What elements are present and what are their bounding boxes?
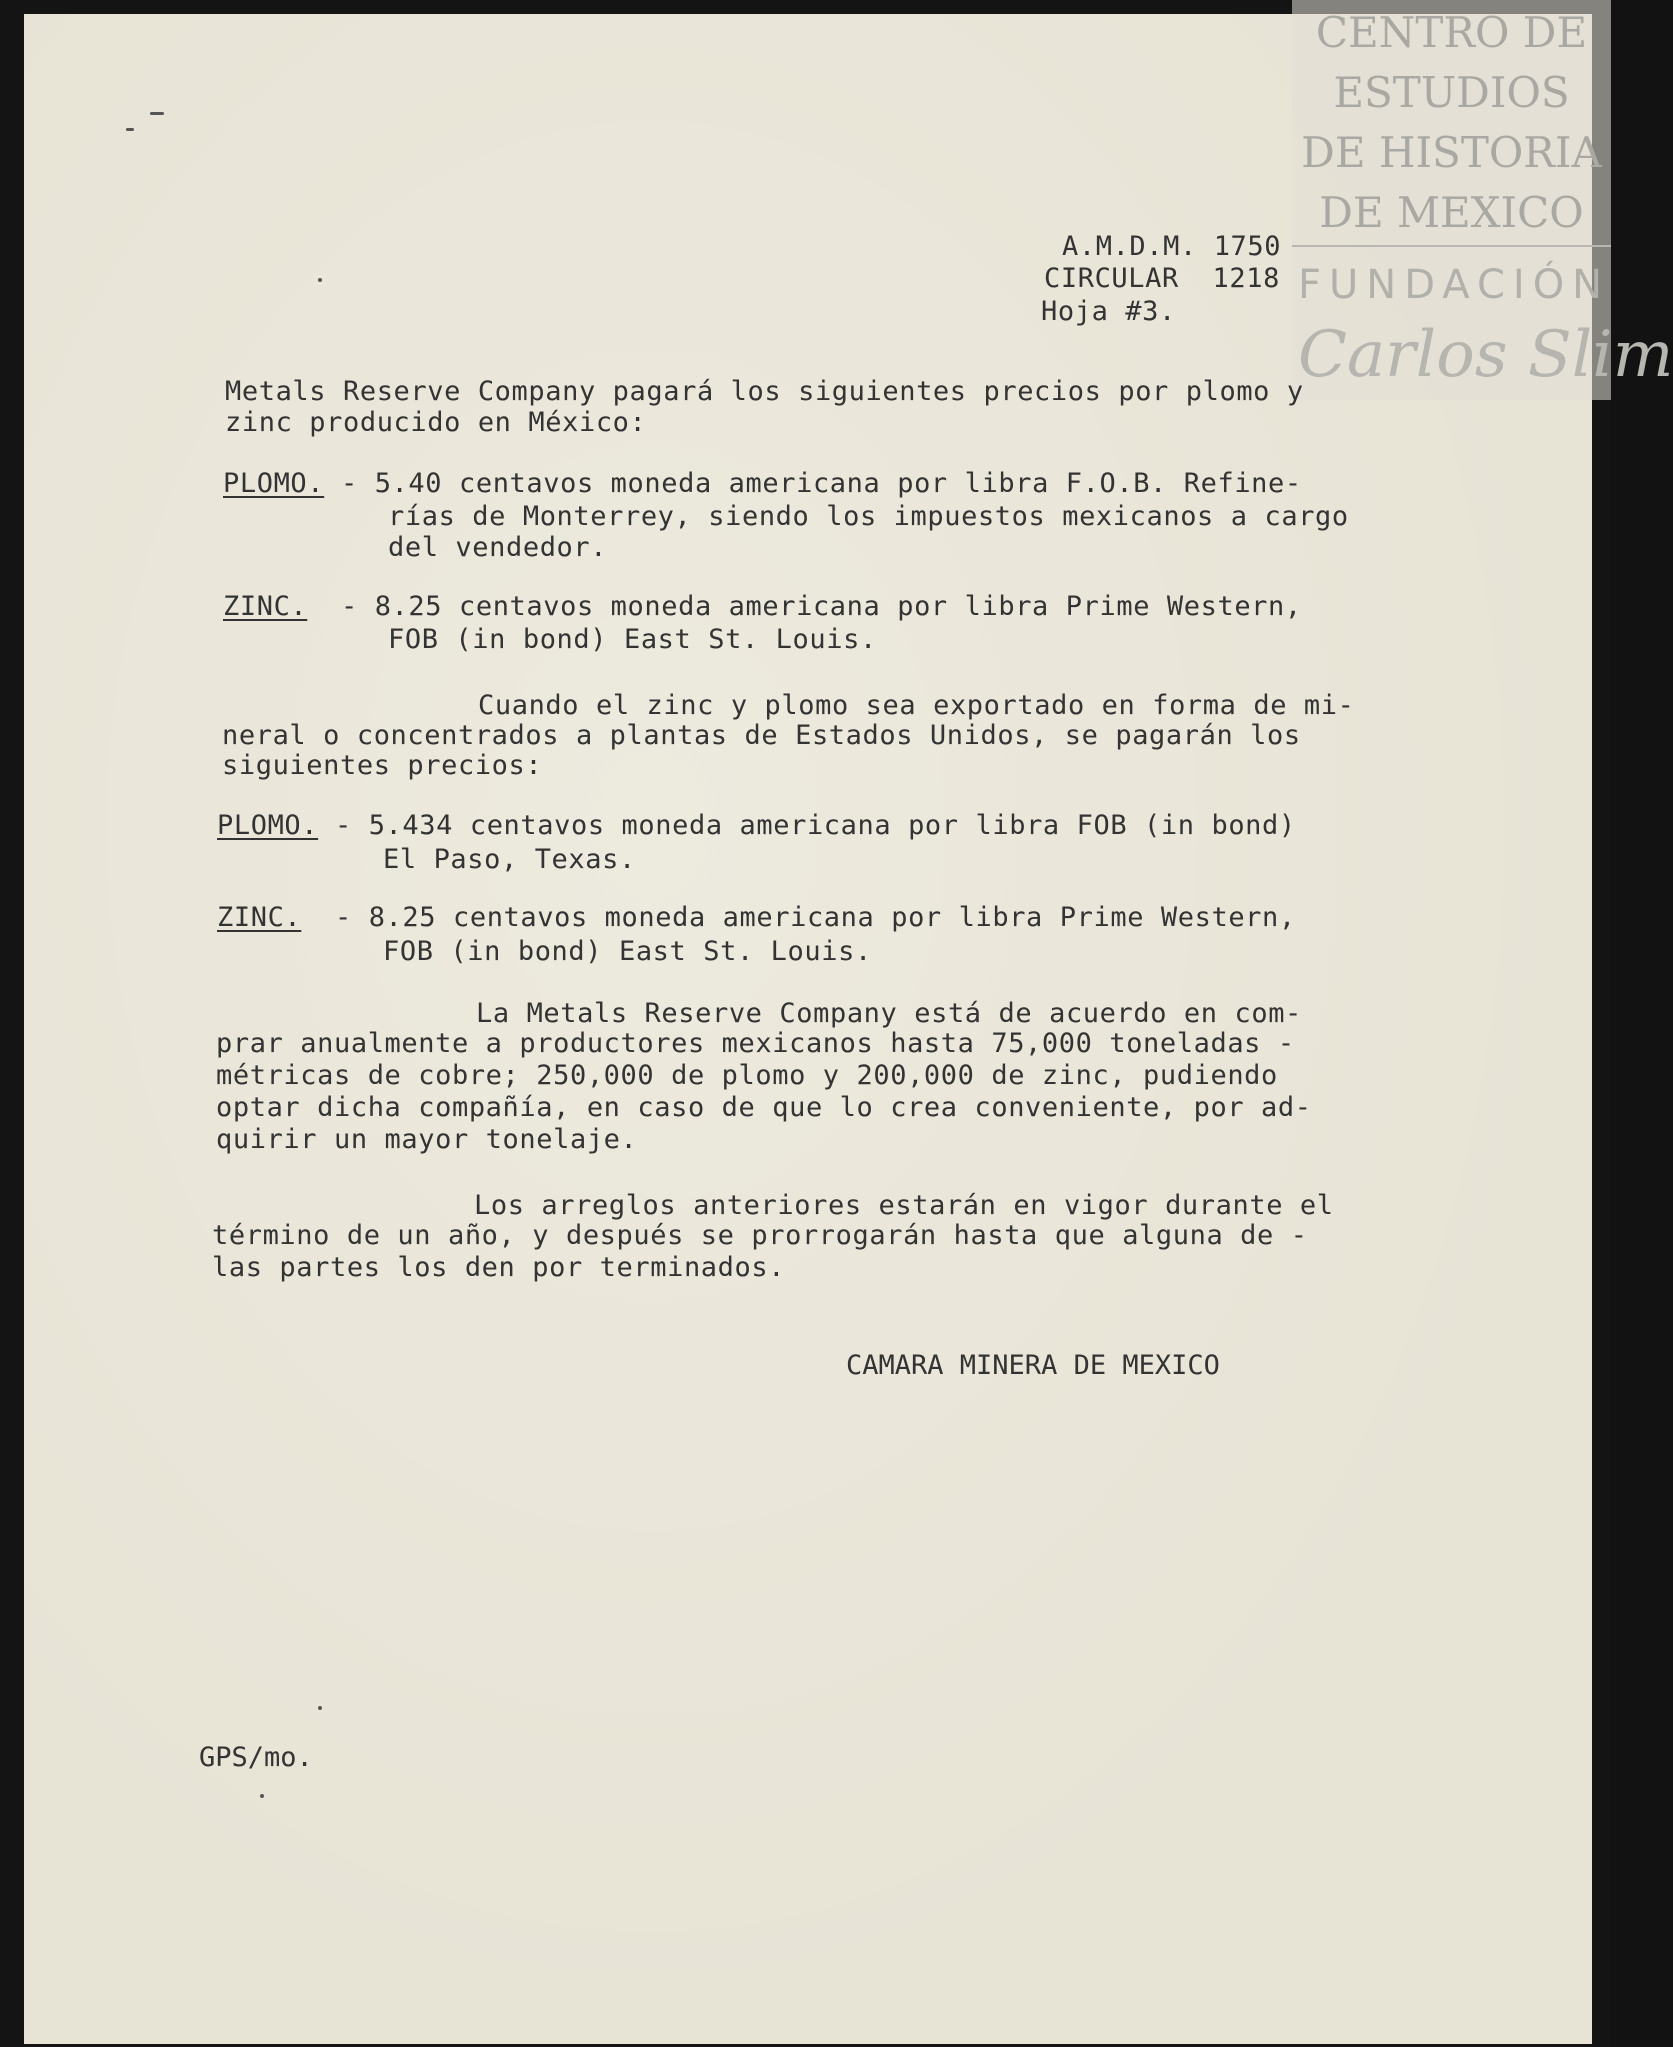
signature-block: CAMARA MINERA DE MEXICO [846,1350,1220,1381]
typist-initials: GPS/mo. [199,1742,313,1773]
plomo-export-price-line-2: El Paso, Texas. [383,844,636,875]
price-item-zinc-1 [223,593,1302,620]
intro-line-1: Metals Reserve Company pagará los siguientes precios por plomo y [225,376,1304,407]
watermark-line-3: DE HISTORIA [1301,128,1602,177]
plomo-price-line-2: rías de Monterrey, siendo los impuestos mexicanos a cargo [388,501,1349,532]
plomo-label: PLOMO. [223,468,325,499]
watermark-signature-logo: Carlos Slim [1298,318,1673,392]
price-item-plomo-2 [217,812,1296,839]
watermark-line-2: ESTUDIOS [1333,68,1570,117]
watermark-line-4: DE MEXICO [1319,188,1584,237]
export-paragraph-line-1: Cuando el zinc y plomo sea exportado en forma de mi- [478,690,1355,721]
watermark-line-1: CENTRO DE [1315,8,1588,57]
purchase-paragraph-line-4: optar dicha compañía, en caso de que lo crea conveniente, por ad- [216,1092,1312,1123]
watermark-divider [1292,245,1611,247]
purchase-paragraph-line-3: métricas de cobre; 250,000 de plomo y 200,000 de zinc, pudiendo [216,1060,1278,1091]
zinc-export-price-line-1: - 8.25 centavos moneda americana por libra Prime Western, [301,902,1296,933]
plomo-price-line-3: del vendedor. [388,532,608,563]
purchase-paragraph-line-1: La Metals Reserve Company está de acuerdo en com- [476,998,1302,1029]
purchase-paragraph-line-2: prar anualmente a productores mexicanos hasta 75,000 toneladas - [216,1028,1295,1059]
zinc-label: ZINC. [217,902,302,933]
plomo-export-price-line-1: - 5.434 centavos moneda americana por libra FOB (in bond) [318,810,1296,841]
paper-speck [318,278,322,282]
purchase-paragraph-line-5: quirir un mayor tonelaje. [216,1124,638,1155]
price-item-plomo-1 [223,470,1302,497]
term-paragraph-line-2: término de un año, y después se prorrogarán hasta que alguna de - [212,1220,1308,1251]
zinc-export-price-line-2: FOB (in bond) East St. Louis. [383,936,872,967]
circular-number: CIRCULAR 1218 [1044,263,1280,294]
plomo-label: PLOMO. [217,810,319,841]
term-paragraph-line-1: Los arreglos anteriores estarán en vigor durante el [474,1190,1334,1221]
sheet-number: Hoja #3. [1041,296,1176,327]
export-paragraph-line-3: siguientes precios: [222,750,543,781]
paper-speck [260,1794,264,1798]
export-paragraph-line-2: neral o concentrados a plantas de Estados Unidos, se pagarán los [222,720,1301,751]
paper-speck [126,128,134,131]
paper-speck [318,1706,322,1710]
zinc-price-line-1: - 8.25 centavos moneda americana por libra Prime Western, [307,591,1302,622]
plomo-price-line-1: - 5.40 centavos moneda americana por libra F.O.B. Refine- [324,468,1302,499]
intro-line-2: zinc producido en México: [225,407,647,438]
zinc-label: ZINC. [223,591,308,622]
paper-speck [150,112,164,115]
document-reference: A.M.D.M. 1750 [1062,231,1282,262]
price-item-zinc-2 [217,904,1296,931]
term-paragraph-line-3: las partes los den por terminados. [212,1252,786,1283]
watermark-foundation: FUNDACIÓN [1298,262,1611,308]
archive-watermark [1292,0,1673,400]
zinc-price-line-2: FOB (in bond) East St. Louis. [388,624,877,655]
